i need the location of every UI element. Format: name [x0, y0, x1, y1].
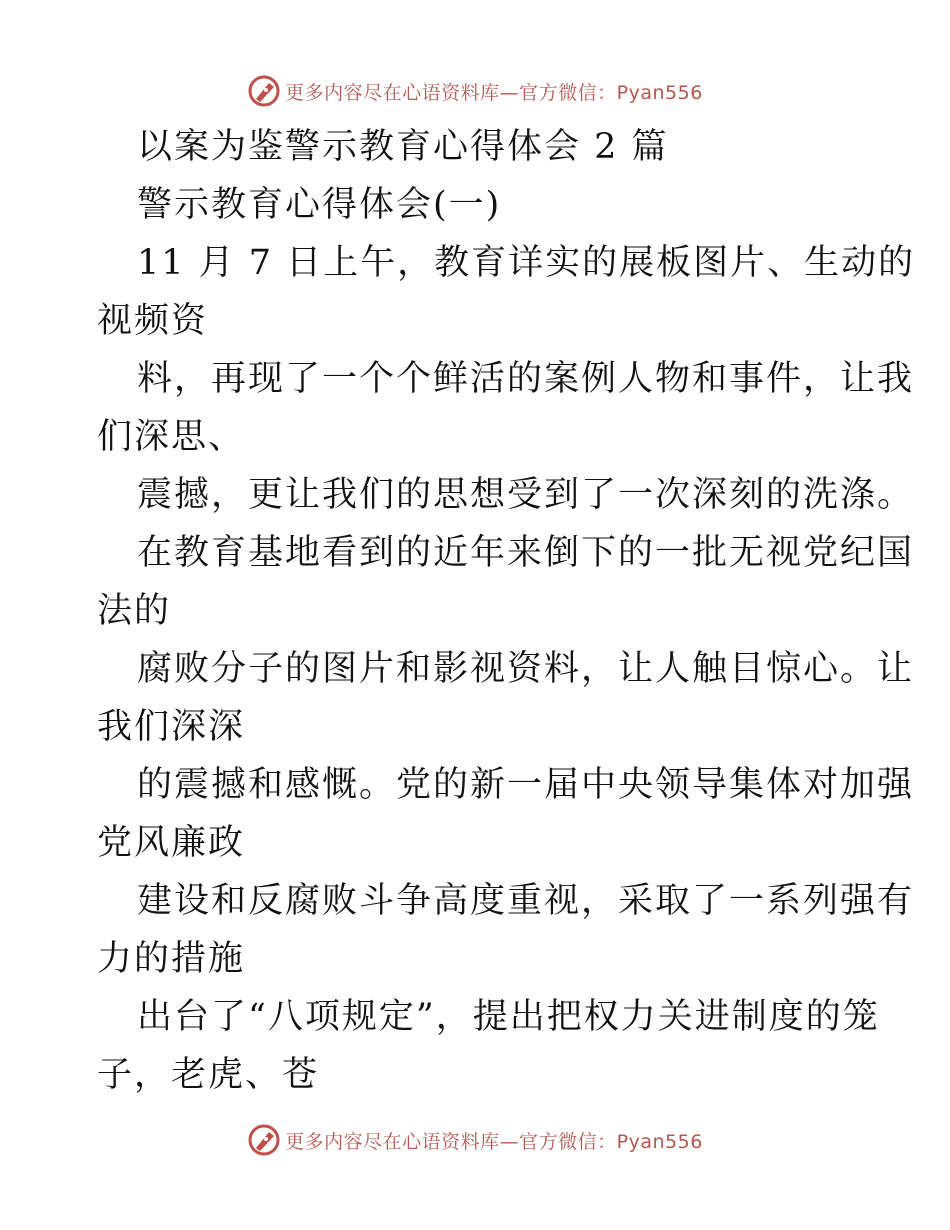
header-banner: [0, 71, 950, 111]
paragraph-line: 在教育基地看到的近年来倒下的一批无视党纪国: [137, 533, 915, 573]
footer-banner: [0, 1120, 950, 1160]
document-body: [97, 118, 916, 1104]
pen-nib-logo-icon: [247, 1123, 281, 1157]
paragraph-line: 力的措施: [97, 939, 246, 979]
header-banner-text: 更多内容尽在心语资料库—官方微信：Pyan556: [285, 81, 703, 104]
paragraph-line: 视频资: [97, 301, 209, 341]
document-title: 以案为鉴警示教育心得体会 2 篇: [137, 127, 669, 167]
paragraph-line: 建设和反腐败斗争高度重视，采取了一系列强有: [137, 881, 915, 921]
paragraph-line: 料，再现了一个个鲜活的案例人物和事件，让我: [137, 359, 915, 399]
paragraph-line: 法的: [97, 591, 172, 631]
pen-nib-logo-icon: [247, 74, 281, 108]
paragraph-line: 党风廉政: [97, 823, 246, 863]
footer-banner-text: 更多内容尽在心语资料库—官方微信：Pyan556: [285, 1130, 703, 1153]
paragraph-line: 11 月 7 日上午，教育详实的展板图片、生动的: [137, 243, 916, 283]
paragraph-line: 出台了“八项规定”，提出把权力关进制度的笼: [137, 997, 880, 1037]
paragraph-line: 震撼，更让我们的思想受到了一次深刻的洗涤。: [137, 475, 915, 515]
paragraph-line: 子，老虎、苍: [97, 1055, 320, 1095]
paragraph-line: 的震撼和感慨。党的新一届中央领导集体对加强: [137, 765, 915, 805]
paragraph-line: 我们深深: [97, 707, 246, 747]
paragraph-line: 们深思、: [97, 417, 246, 457]
paragraph-line: 腐败分子的图片和影视资料，让人触目惊心。让: [137, 649, 915, 689]
section-heading: 警示教育心得体会(一): [137, 185, 502, 225]
